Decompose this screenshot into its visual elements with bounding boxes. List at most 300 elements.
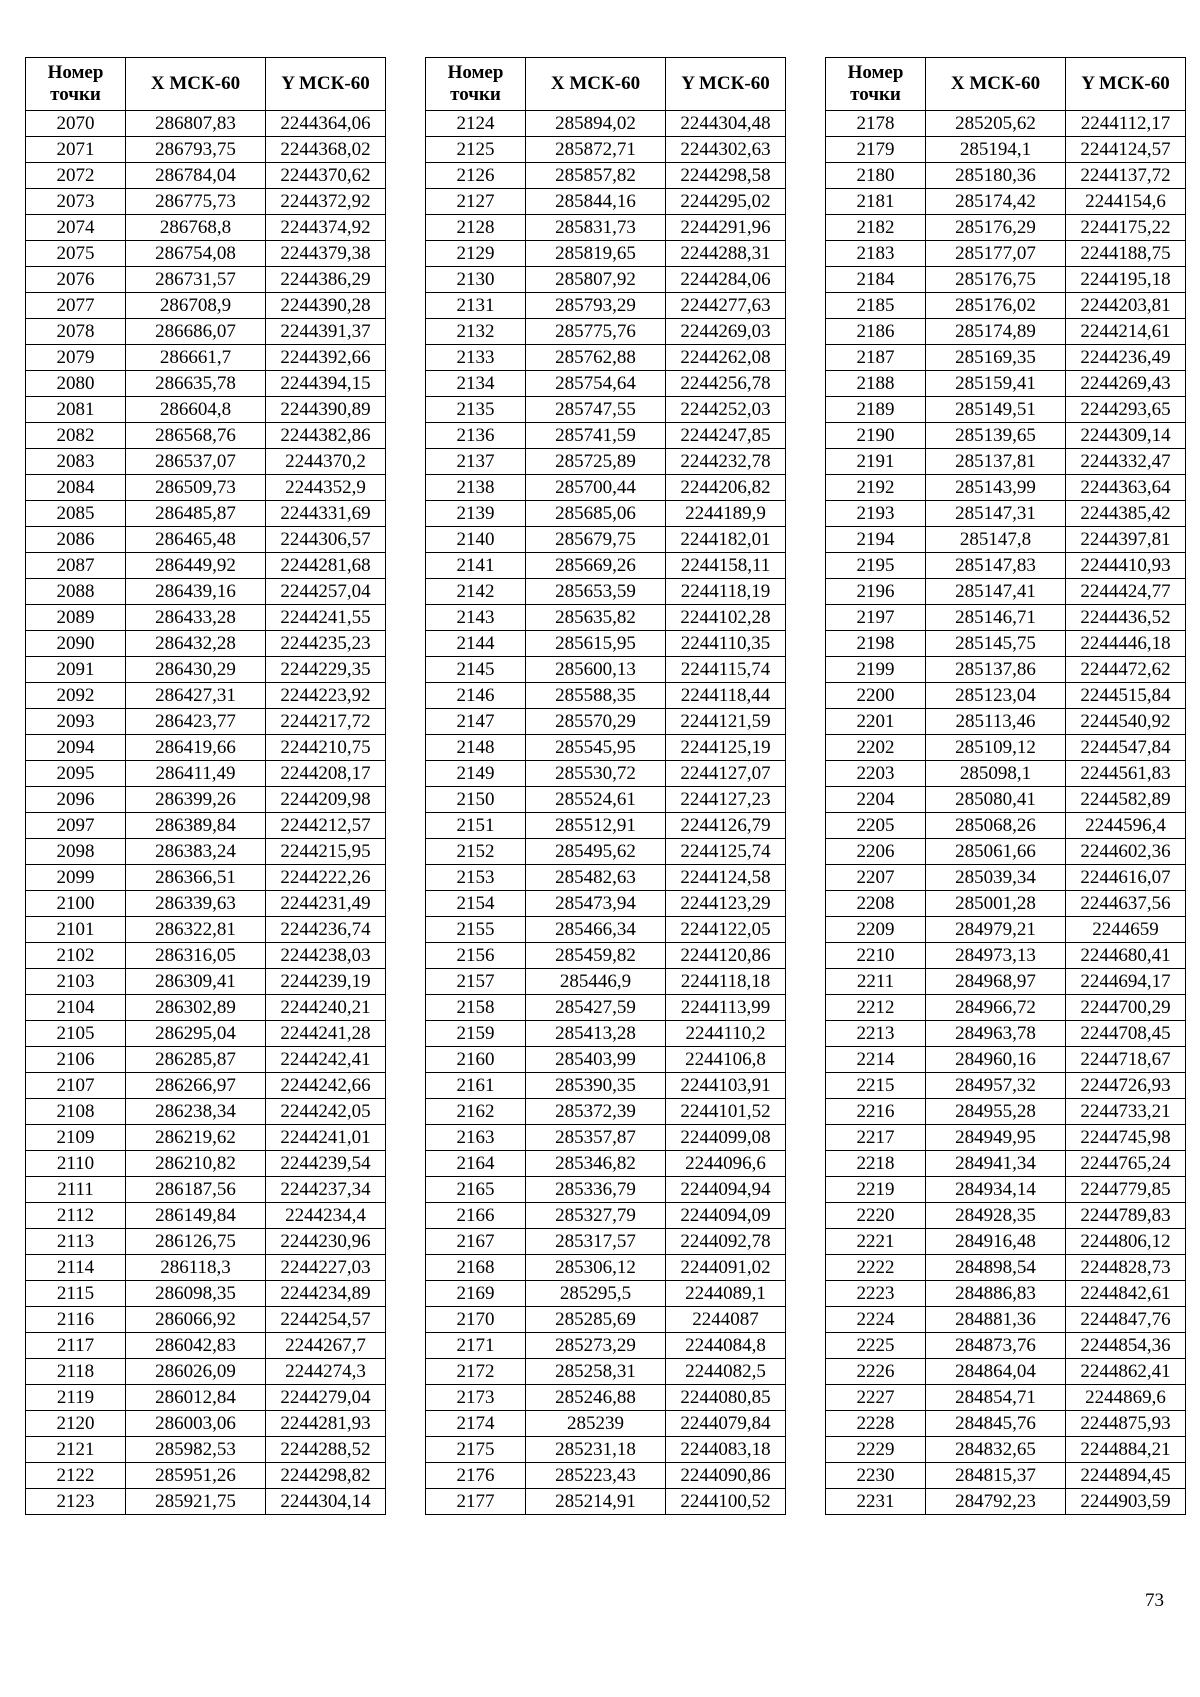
table-row: [26, 735, 386, 761]
table-row: [826, 865, 1186, 891]
y-coordinate-cell: 2244120,86: [666, 943, 786, 969]
y-coordinate-cell: 2244708,45: [1066, 1021, 1186, 1047]
x-coordinate-cell: 286238,34: [126, 1099, 266, 1125]
y-coordinate-cell: 2244596,4: [1066, 813, 1186, 839]
table-row: [826, 137, 1186, 163]
y-coordinate-cell: 2244214,61: [1066, 319, 1186, 345]
x-coordinate-cell: 285149,51: [926, 397, 1066, 423]
table-row: [26, 969, 386, 995]
table-row: [826, 1047, 1186, 1073]
point-number-cell: 2097: [26, 813, 126, 839]
x-coordinate-cell: 285317,57: [526, 1229, 666, 1255]
table-row: [26, 345, 386, 371]
y-coordinate-cell: 2244235,23: [266, 631, 386, 657]
point-number-cell: 2207: [826, 865, 926, 891]
table-row: [26, 891, 386, 917]
point-number-cell: 2189: [826, 397, 926, 423]
y-coordinate-cell: 2244700,29: [1066, 995, 1186, 1021]
table-row: [426, 839, 786, 865]
x-coordinate-cell: 284916,48: [926, 1229, 1066, 1255]
table-row: [26, 1333, 386, 1359]
x-coordinate-cell: 284941,34: [926, 1151, 1066, 1177]
y-coordinate-cell: 2244118,18: [666, 969, 786, 995]
y-coordinate-cell: 2244288,31: [666, 241, 786, 267]
x-coordinate-cell: 286784,04: [126, 163, 266, 189]
table-row: [26, 813, 386, 839]
x-coordinate-cell: 285039,34: [926, 865, 1066, 891]
y-coordinate-cell: 2244122,05: [666, 917, 786, 943]
point-number-cell: 2145: [426, 657, 526, 683]
y-coordinate-cell: 2244374,92: [266, 215, 386, 241]
x-coordinate-cell: 285327,79: [526, 1203, 666, 1229]
table-row: [426, 579, 786, 605]
y-coordinate-cell: 2244680,41: [1066, 943, 1186, 969]
table-row: [426, 657, 786, 683]
point-number-cell: 2138: [426, 475, 526, 501]
y-coordinate-cell: 2244332,47: [1066, 449, 1186, 475]
y-coordinate-cell: 2244390,89: [266, 397, 386, 423]
point-number-cell: 2139: [426, 501, 526, 527]
point-number-cell: 2071: [26, 137, 126, 163]
point-number-cell: 2070: [26, 111, 126, 137]
point-number-cell: 2188: [826, 371, 926, 397]
x-coordinate-cell: 285159,41: [926, 371, 1066, 397]
table-row: [826, 111, 1186, 137]
x-coordinate-cell: 284957,32: [926, 1073, 1066, 1099]
header-point-number: Номер точки: [826, 58, 926, 111]
x-coordinate-cell: 285174,42: [926, 189, 1066, 215]
point-number-cell: 2190: [826, 423, 926, 449]
x-coordinate-cell: 284873,76: [926, 1333, 1066, 1359]
x-coordinate-cell: 286309,41: [126, 969, 266, 995]
y-coordinate-cell: 2244209,98: [266, 787, 386, 813]
y-coordinate-cell: 2244765,24: [1066, 1151, 1186, 1177]
x-coordinate-cell: 285857,82: [526, 163, 666, 189]
x-coordinate-cell: 285982,53: [126, 1437, 266, 1463]
x-coordinate-cell: 285615,95: [526, 631, 666, 657]
point-number-cell: 2178: [826, 111, 926, 137]
x-coordinate-cell: 286066,92: [126, 1307, 266, 1333]
point-number-cell: 2132: [426, 319, 526, 345]
y-coordinate-cell: 2244842,61: [1066, 1281, 1186, 1307]
y-coordinate-cell: 2244239,19: [266, 969, 386, 995]
y-coordinate-cell: 2244115,74: [666, 657, 786, 683]
point-number-cell: 2155: [426, 917, 526, 943]
table-row: [426, 1489, 786, 1515]
y-coordinate-cell: 2244227,03: [266, 1255, 386, 1281]
x-coordinate-cell: 285258,31: [526, 1359, 666, 1385]
y-coordinate-cell: 2244182,01: [666, 527, 786, 553]
y-coordinate-cell: 2244298,58: [666, 163, 786, 189]
table-header-row: [26, 58, 386, 111]
table-row: [426, 1307, 786, 1333]
y-coordinate-cell: 2244869,6: [1066, 1385, 1186, 1411]
point-number-cell: 2209: [826, 917, 926, 943]
point-number-cell: 2182: [826, 215, 926, 241]
point-number-cell: 2126: [426, 163, 526, 189]
table-row: [826, 553, 1186, 579]
x-coordinate-cell: 285080,41: [926, 787, 1066, 813]
table-row: [26, 657, 386, 683]
y-coordinate-cell: 2244118,19: [666, 579, 786, 605]
point-number-cell: 2159: [426, 1021, 526, 1047]
point-number-cell: 2225: [826, 1333, 926, 1359]
table-row: [826, 813, 1186, 839]
table-row: [826, 605, 1186, 631]
y-coordinate-cell: 2244382,86: [266, 423, 386, 449]
x-coordinate-cell: 285223,43: [526, 1463, 666, 1489]
point-number-cell: 2113: [26, 1229, 126, 1255]
x-coordinate-cell: 286427,31: [126, 683, 266, 709]
y-coordinate-cell: 2244215,95: [266, 839, 386, 865]
x-coordinate-cell: 285239: [526, 1411, 666, 1437]
table-row: [26, 839, 386, 865]
y-coordinate-cell: 2244232,78: [666, 449, 786, 475]
table-row: [26, 1021, 386, 1047]
point-number-cell: 2220: [826, 1203, 926, 1229]
point-number-cell: 2227: [826, 1385, 926, 1411]
point-number-cell: 2218: [826, 1151, 926, 1177]
point-number-cell: 2197: [826, 605, 926, 631]
x-coordinate-cell: 285346,82: [526, 1151, 666, 1177]
point-number-cell: 2154: [426, 891, 526, 917]
x-coordinate-cell: 285176,02: [926, 293, 1066, 319]
x-coordinate-cell: 286537,07: [126, 449, 266, 475]
table-row: [826, 1463, 1186, 1489]
point-number-cell: 2169: [426, 1281, 526, 1307]
y-coordinate-cell: 2244295,02: [666, 189, 786, 215]
point-number-cell: 2118: [26, 1359, 126, 1385]
x-coordinate-cell: 286509,73: [126, 475, 266, 501]
point-number-cell: 2179: [826, 137, 926, 163]
table-row: [426, 345, 786, 371]
table-row: [826, 1073, 1186, 1099]
table-row: [26, 553, 386, 579]
y-coordinate-cell: 2244726,93: [1066, 1073, 1186, 1099]
y-coordinate-cell: 2244875,93: [1066, 1411, 1186, 1437]
y-coordinate-cell: 2244515,84: [1066, 683, 1186, 709]
table-row: [26, 371, 386, 397]
x-coordinate-cell: 286635,78: [126, 371, 266, 397]
point-number-cell: 2102: [26, 943, 126, 969]
table-row: [826, 1437, 1186, 1463]
point-number-cell: 2165: [426, 1177, 526, 1203]
point-number-cell: 2086: [26, 527, 126, 553]
y-coordinate-cell: 2244302,63: [666, 137, 786, 163]
point-number-cell: 2094: [26, 735, 126, 761]
table-row: [826, 163, 1186, 189]
x-coordinate-cell: 285495,62: [526, 839, 666, 865]
y-coordinate-cell: 2244394,15: [266, 371, 386, 397]
point-number-cell: 2107: [26, 1073, 126, 1099]
point-number-cell: 2200: [826, 683, 926, 709]
y-coordinate-cell: 2244304,48: [666, 111, 786, 137]
point-number-cell: 2211: [826, 969, 926, 995]
x-coordinate-cell: 285754,64: [526, 371, 666, 397]
point-number-cell: 2130: [426, 267, 526, 293]
x-coordinate-cell: 285762,88: [526, 345, 666, 371]
point-number-cell: 2114: [26, 1255, 126, 1281]
point-number-cell: 2191: [826, 449, 926, 475]
table-row: [26, 579, 386, 605]
table-row: [426, 137, 786, 163]
x-coordinate-cell: 285473,94: [526, 891, 666, 917]
x-coordinate-cell: 284973,13: [926, 943, 1066, 969]
y-coordinate-cell: 2244127,07: [666, 761, 786, 787]
table-row: [26, 865, 386, 891]
x-coordinate-cell: 285669,26: [526, 553, 666, 579]
point-number-cell: 2108: [26, 1099, 126, 1125]
table-row: [826, 1021, 1186, 1047]
y-coordinate-cell: 2244789,83: [1066, 1203, 1186, 1229]
table-row: [426, 709, 786, 735]
y-coordinate-cell: 2244247,85: [666, 423, 786, 449]
x-coordinate-cell: 285098,1: [926, 761, 1066, 787]
y-coordinate-cell: 2244112,17: [1066, 111, 1186, 137]
point-number-cell: 2111: [26, 1177, 126, 1203]
y-coordinate-cell: 2244123,29: [666, 891, 786, 917]
x-coordinate-cell: 284960,16: [926, 1047, 1066, 1073]
table-row: [426, 501, 786, 527]
y-coordinate-cell: 2244293,65: [1066, 397, 1186, 423]
point-number-cell: 2185: [826, 293, 926, 319]
point-number-cell: 2119: [26, 1385, 126, 1411]
x-coordinate-cell: 284928,35: [926, 1203, 1066, 1229]
y-coordinate-cell: 2244188,75: [1066, 241, 1186, 267]
table-row: [26, 1307, 386, 1333]
y-coordinate-cell: 2244424,77: [1066, 579, 1186, 605]
x-coordinate-cell: 285123,04: [926, 683, 1066, 709]
y-coordinate-cell: 2244102,28: [666, 605, 786, 631]
point-number-cell: 2171: [426, 1333, 526, 1359]
table-row: [426, 423, 786, 449]
point-number-cell: 2214: [826, 1047, 926, 1073]
point-number-cell: 2226: [826, 1359, 926, 1385]
y-coordinate-cell: 2244236,74: [266, 917, 386, 943]
table-row: [826, 943, 1186, 969]
x-coordinate-cell: 286266,97: [126, 1073, 266, 1099]
point-number-cell: 2081: [26, 397, 126, 423]
table-row: [826, 371, 1186, 397]
table-row: [426, 449, 786, 475]
x-coordinate-cell: 284864,04: [926, 1359, 1066, 1385]
table-row: [826, 657, 1186, 683]
x-coordinate-cell: 284815,37: [926, 1463, 1066, 1489]
x-coordinate-cell: 286485,87: [126, 501, 266, 527]
x-coordinate-cell: 285147,8: [926, 527, 1066, 553]
point-number-cell: 2143: [426, 605, 526, 631]
point-number-cell: 2192: [826, 475, 926, 501]
coordinates-table-1: [25, 57, 386, 1515]
header-x: X МСК-60: [926, 58, 1066, 111]
point-number-cell: 2208: [826, 891, 926, 917]
x-coordinate-cell: 286807,83: [126, 111, 266, 137]
point-number-cell: 2202: [826, 735, 926, 761]
point-number-cell: 2166: [426, 1203, 526, 1229]
point-number-cell: 2148: [426, 735, 526, 761]
point-number-cell: 2092: [26, 683, 126, 709]
x-coordinate-cell: 284968,97: [926, 969, 1066, 995]
point-number-cell: 2217: [826, 1125, 926, 1151]
x-coordinate-cell: 285524,61: [526, 787, 666, 813]
table-row: [826, 241, 1186, 267]
y-coordinate-cell: 2244288,52: [266, 1437, 386, 1463]
point-number-cell: 2084: [26, 475, 126, 501]
table-row: [426, 865, 786, 891]
y-coordinate-cell: 2244222,26: [266, 865, 386, 891]
x-coordinate-cell: 285747,55: [526, 397, 666, 423]
x-coordinate-cell: 286126,75: [126, 1229, 266, 1255]
x-coordinate-cell: 285894,02: [526, 111, 666, 137]
point-number-cell: 2075: [26, 241, 126, 267]
y-coordinate-cell: 2244410,93: [1066, 553, 1186, 579]
table-row: [26, 1359, 386, 1385]
point-number-cell: 2222: [826, 1255, 926, 1281]
x-coordinate-cell: 286026,09: [126, 1359, 266, 1385]
y-coordinate-cell: 2244281,68: [266, 553, 386, 579]
table-row: [426, 813, 786, 839]
y-coordinate-cell: 2244694,17: [1066, 969, 1186, 995]
y-coordinate-cell: 2244894,45: [1066, 1463, 1186, 1489]
x-coordinate-cell: 285775,76: [526, 319, 666, 345]
x-coordinate-cell: 285459,82: [526, 943, 666, 969]
y-coordinate-cell: 2244241,28: [266, 1021, 386, 1047]
table-row: [426, 241, 786, 267]
table-row: [26, 1229, 386, 1255]
y-coordinate-cell: 2244352,9: [266, 475, 386, 501]
y-coordinate-cell: 2244083,18: [666, 1437, 786, 1463]
point-number-cell: 2073: [26, 189, 126, 215]
table-row: [426, 397, 786, 423]
table-row: [426, 1385, 786, 1411]
y-coordinate-cell: 2244637,56: [1066, 891, 1186, 917]
table-row: [826, 397, 1186, 423]
x-coordinate-cell: 285545,95: [526, 735, 666, 761]
table-header-row: [426, 58, 786, 111]
y-coordinate-cell: 2244100,52: [666, 1489, 786, 1515]
x-coordinate-cell: 285725,89: [526, 449, 666, 475]
x-coordinate-cell: 284963,78: [926, 1021, 1066, 1047]
x-coordinate-cell: 285357,87: [526, 1125, 666, 1151]
y-coordinate-cell: 2244242,66: [266, 1073, 386, 1099]
y-coordinate-cell: 2244540,92: [1066, 709, 1186, 735]
x-coordinate-cell: 285194,1: [926, 137, 1066, 163]
y-coordinate-cell: 2244372,92: [266, 189, 386, 215]
y-coordinate-cell: 2244223,92: [266, 683, 386, 709]
table-row: [826, 449, 1186, 475]
x-coordinate-cell: 286793,75: [126, 137, 266, 163]
y-coordinate-cell: 2244718,67: [1066, 1047, 1186, 1073]
table-row: [826, 969, 1186, 995]
x-coordinate-cell: 285482,63: [526, 865, 666, 891]
point-number-cell: 2195: [826, 553, 926, 579]
table-row: [26, 1151, 386, 1177]
point-number-cell: 2201: [826, 709, 926, 735]
table-row: [826, 475, 1186, 501]
x-coordinate-cell: 285403,99: [526, 1047, 666, 1073]
x-coordinate-cell: 285068,26: [926, 813, 1066, 839]
point-number-cell: 2180: [826, 163, 926, 189]
table-row: [826, 709, 1186, 735]
y-coordinate-cell: 2244436,52: [1066, 605, 1186, 631]
table-row: [426, 917, 786, 943]
point-number-cell: 2196: [826, 579, 926, 605]
y-coordinate-cell: 2244236,49: [1066, 345, 1186, 371]
point-number-cell: 2101: [26, 917, 126, 943]
table-row: [426, 553, 786, 579]
table-row: [826, 1151, 1186, 1177]
x-coordinate-cell: 284898,54: [926, 1255, 1066, 1281]
x-coordinate-cell: 285146,71: [926, 605, 1066, 631]
point-number-cell: 2146: [426, 683, 526, 709]
table-row: [826, 1255, 1186, 1281]
header-x: X МСК-60: [126, 58, 266, 111]
table-row: [26, 449, 386, 475]
y-coordinate-cell: 2244659: [1066, 917, 1186, 943]
point-number-cell: 2157: [426, 969, 526, 995]
header-y: Y МСК-60: [266, 58, 386, 111]
point-number-cell: 2198: [826, 631, 926, 657]
point-number-cell: 2204: [826, 787, 926, 813]
y-coordinate-cell: 2244079,84: [666, 1411, 786, 1437]
table-row: [26, 423, 386, 449]
x-coordinate-cell: 286295,04: [126, 1021, 266, 1047]
table-row: [426, 1177, 786, 1203]
table-row: [426, 683, 786, 709]
x-coordinate-cell: 285427,59: [526, 995, 666, 1021]
table-row: [26, 917, 386, 943]
point-number-cell: 2184: [826, 267, 926, 293]
y-coordinate-cell: 2244082,5: [666, 1359, 786, 1385]
x-coordinate-cell: 286568,76: [126, 423, 266, 449]
x-coordinate-cell: 285741,59: [526, 423, 666, 449]
table-row: [826, 319, 1186, 345]
x-coordinate-cell: 285205,62: [926, 111, 1066, 137]
table-row: [26, 527, 386, 553]
x-coordinate-cell: 286399,26: [126, 787, 266, 813]
point-number-cell: 2116: [26, 1307, 126, 1333]
table-row: [26, 943, 386, 969]
point-number-cell: 2091: [26, 657, 126, 683]
point-number-cell: 2212: [826, 995, 926, 1021]
point-number-cell: 2147: [426, 709, 526, 735]
y-coordinate-cell: 2244158,11: [666, 553, 786, 579]
point-number-cell: 2141: [426, 553, 526, 579]
y-coordinate-cell: 2244094,09: [666, 1203, 786, 1229]
y-coordinate-cell: 2244154,6: [1066, 189, 1186, 215]
point-number-cell: 2128: [426, 215, 526, 241]
x-coordinate-cell: 285109,12: [926, 735, 1066, 761]
x-coordinate-cell: 286411,49: [126, 761, 266, 787]
x-coordinate-cell: 285246,88: [526, 1385, 666, 1411]
y-coordinate-cell: 2244103,91: [666, 1073, 786, 1099]
y-coordinate-cell: 2244206,82: [666, 475, 786, 501]
table-row: [26, 1255, 386, 1281]
x-coordinate-cell: 285137,86: [926, 657, 1066, 683]
y-coordinate-cell: 2244854,36: [1066, 1333, 1186, 1359]
y-coordinate-cell: 2244257,04: [266, 579, 386, 605]
table-row: [826, 1099, 1186, 1125]
x-coordinate-cell: 285390,35: [526, 1073, 666, 1099]
x-coordinate-cell: 285113,46: [926, 709, 1066, 735]
point-number-cell: 2175: [426, 1437, 526, 1463]
table-row: [26, 1125, 386, 1151]
table-row: [426, 1229, 786, 1255]
table-row: [26, 1177, 386, 1203]
table-row: [26, 761, 386, 787]
x-coordinate-cell: 285169,35: [926, 345, 1066, 371]
x-coordinate-cell: 284979,21: [926, 917, 1066, 943]
